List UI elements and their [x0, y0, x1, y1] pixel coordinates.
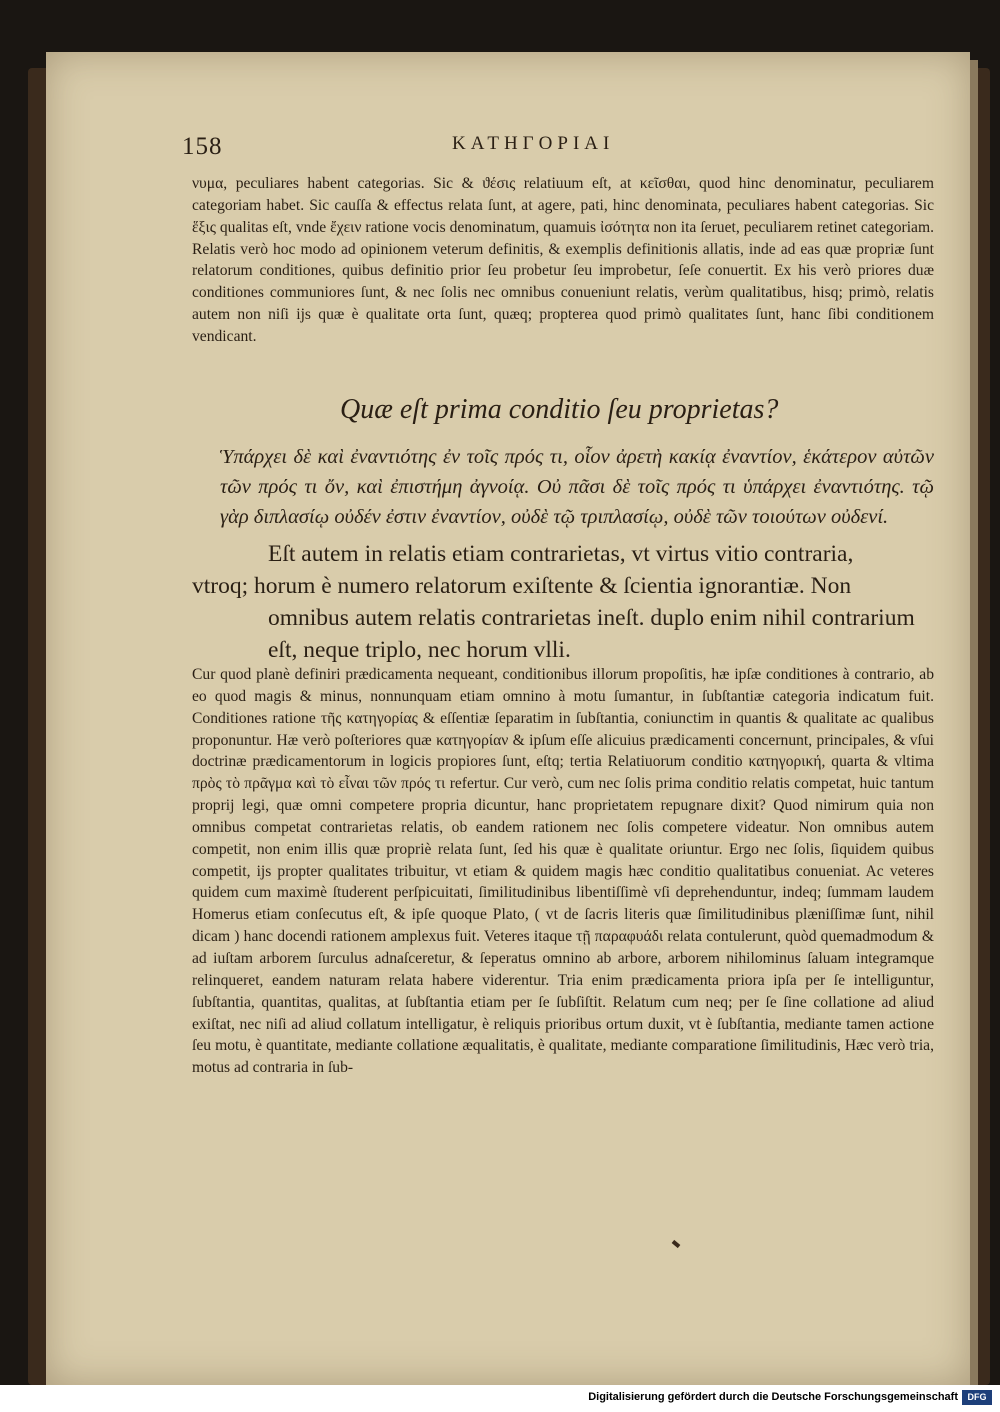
commentary-paragraph-2: Cur quod planè definiri prædicamenta nequeant, conditionibus illorum propoſitis, hæ ipſæ conditiones à contrario, ab eo quod magis & minus, nonnunquam etiam omnino à motu ſumantur, in ſubſtantiæ categoria indicatum fuit. Conditiones ratione τῆς κατηγορίας & eſſentiæ ſeparatim in ſubſtantia, coniunctim in quantis & qualitate ac qualibus proponuntur. Hæ verò poſteriores quæ κατηγορίαν & ipſum eſſe alicuius prædicamenti concernunt, principales, & vſui doctrinæ prædicamentorum in logicis propiores ſunt, eſtq; tertia Relatiuorum conditio κατηγορική, quarta & vltima πρὸς τὸ πρᾶγμα καὶ τὸ εἶναι τῶν πρός τι refertur. Cur verò, cum nec ſolis prima conditio relatis competat, huic tantum proprij legi, quæ omni competere propria dicuntur, hanc proprietatem repugnare dixit? Quod nimirum quia non omnibus competat contrarietas relatis, ob eandem rationem nec ſolis competere videatur. Non omnibus autem competit, non enim illis quæ propriè relata ſunt, ſed his quæ è qualitate oriuntur. Ergo nec ſolis, ſiquidem quibus competit, ijs propter qualitates tribuitur, vt etiam & quidem magis hæc conditio qualitatibus conueniat. Ac veteres quidem cum maximè ſtuderent perſpicuitati, ſimilitudinibus libentiſſimè vſi deprehenduntur, indeq; ſummam laudem Homerus etiam conſecutus eſt, & ipſe quoque Plato, ( vt de ſacris literis quæ ſimilitudinibus plæniſſimæ ſunt, nihil dicam ) hanc docendi rationem amplexus fuit. Veteres itaque τῇ παραφυάδι relata contulerunt, quòd quemadmodum & ad iuſtam arborem ſurculus adnaſceretur, & ſeperatus omnino ab arbore, arborem nihilominus ſaluam integramque relinqueret, eandem naturam relata habere viderentur. Tria enim prædicamenta priora ipſa per ſe intelliguntur, ſubſtantia, quantitas, qualitas, at ſubſtantia etiam per ſe ſubſiſtit. Relatum cum neq; per ſe ſine collatione ad aliud exiſtat, nec niſi ad aliud collatum intelligatur, è reliquis prioribus ortum duxit, vt è ſubſtantia, mediante tamen actione ſeu motu, è quantitate, mediante collatione æqualitatis, è qualitate, mediante comparatione ſimilitudinis, Hæc verò tria, motus ad contraria in ſub-	[192, 666, 934, 1077]
footer-credit: Digitalisierung gefördert durch die Deutsche Forschungsgemeinschaft	[588, 1391, 958, 1403]
footer-bar	[0, 1385, 1000, 1412]
latin-translation-rest: vtroq; horum è numero relatorum exiſtente & ſcientia ignorantiæ. Non omnibus autem relatis contrarietas ineſt. duplo enim nihil contrarium eſt, neque triplo, nec horum vlli.	[192, 573, 915, 663]
latin-translation	[192, 538, 934, 666]
page-number: 158	[182, 133, 223, 160]
greek-text: Ὑπάρχει δὲ καὶ ἐναντιότης ἐν τοῖς πρός τι, οἷον ἀρετὴ κακίᾳ ἐναντίον, ἑκάτερον αὐτῶν τῶν πρός τι ὄν, καὶ ἐπιστήμη ἀγνοίᾳ. Οὐ πᾶσι δὲ τοῖς πρός τι ὑπάρχει ἐναντιότης. τῷ γὰρ διπλασίῳ οὐδέν ἐστιν ἐναντίον, οὐδὲ τῷ τριπλασίῳ, οὐδὲ τῶν τοιούτων οὐδενί.	[220, 446, 934, 528]
dfg-logo: DFG	[962, 1390, 992, 1405]
running-head: ΚΑΤΗΓΟΡΙΑΙ	[452, 133, 615, 154]
section-heading: Quæ eſt prima conditio ſeu proprietas?	[340, 394, 779, 425]
commentary-paragraph-1: νυμα, peculiares habent categorias. Sic & ϑέσις relatiuum eſt, at κεῖσθαι, quod hinc denominatur, peculiarem categoriam habet. Sic cauſſa & effectus relata ſunt, at agere, pati, hinc denominata, peculiares habent categorias. Sic ἕξις qualitas eſt, vnde ἔχειν ratione vocis denominatum, quamuis ἰσότητα non ita ſeruet, peculiarem retinet categoriam. Relatis verò hoc modo ad opinionem veterum definitis, & exemplis definitionis allatis, inde ad eas quæ propriæ ſunt relatorum conditiones, quibus definitio prior ſeu probetur ſeu improbetur, ſeſe conuertit. Ex his verò priores duæ conditiones communiores ſunt, & nec ſolis nec omnibus conueniunt relatis, verùm qualitatibus, hisq; primò, relatis autem non niſi ijs quæ è qualitate orta ſunt, quæq; propterea quod primò qualitates ſunt, hanc ſibi conditionem vendicant.	[192, 175, 934, 345]
latin-translation-first-line: Eſt autem in relatis etiam contrarietas, vt virtus vitio contraria,	[268, 541, 854, 567]
